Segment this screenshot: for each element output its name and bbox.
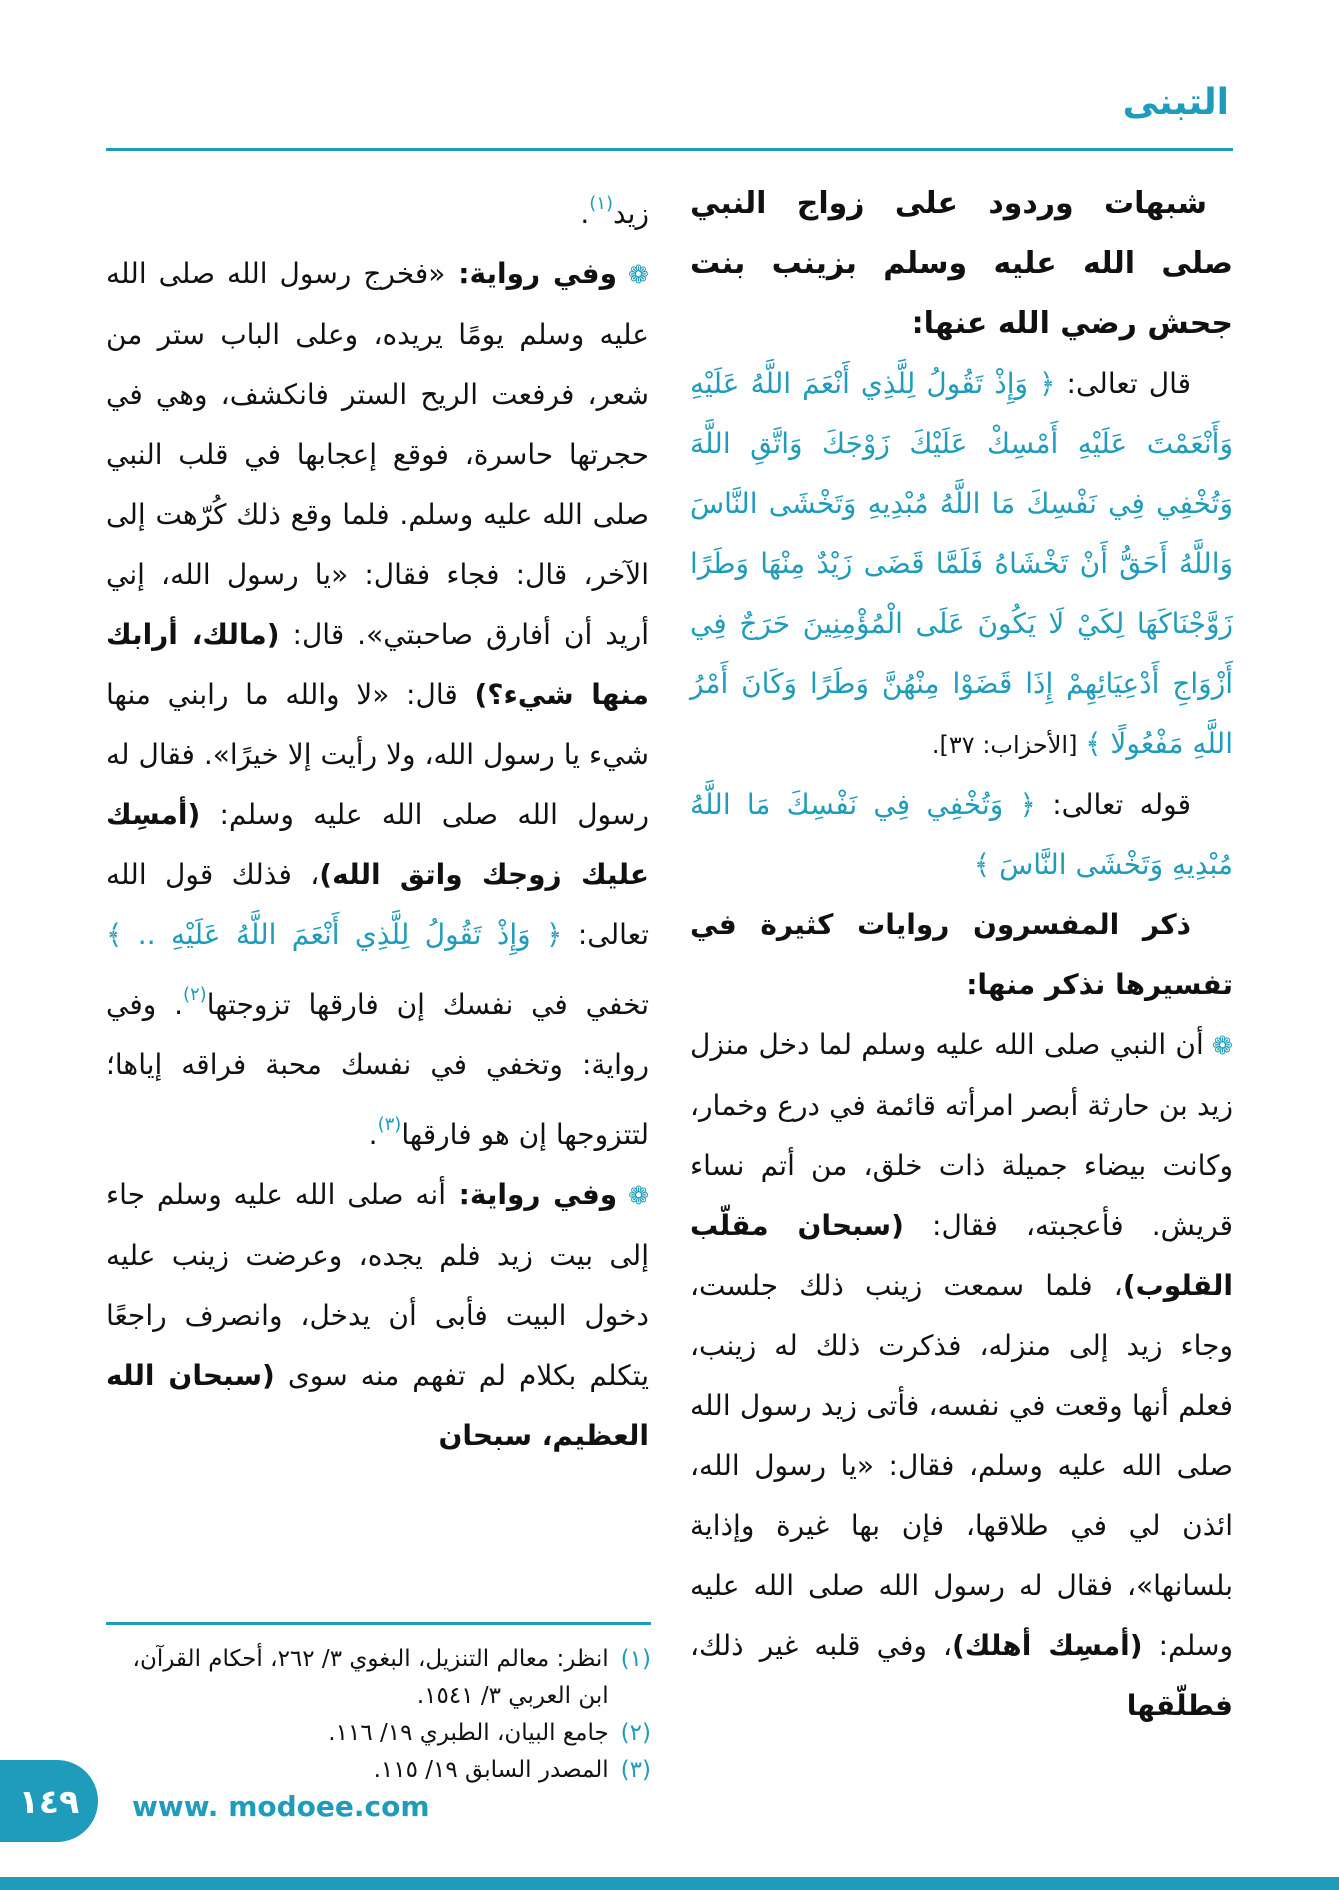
ayah-reference: [الأحزاب: ٣٧]. [931, 731, 1086, 759]
flower-bullet-icon: ❁ [617, 1181, 650, 1210]
footnote-text: انظر: معالم التنزيل، البغوي ٣/ ٢٦٢، أحكام القرآن، ابن العربي ٣/ ١٥٤١. [132, 1646, 609, 1709]
emphasized-text: (مالك، أرابك منها شيء؟) [106, 618, 649, 711]
footnote-number: (١) [620, 1646, 651, 1672]
emphasized-text: وفي رواية: [445, 257, 618, 290]
text-run: قوله تعالى: [1035, 788, 1191, 821]
emphasized-text: فطلّقها [1126, 1689, 1233, 1722]
text-run: أنه صلى الله عليه وسلم جاء إلى بيت زيد فلم يجده، وعرضت زينب عليه دخول البيت فأبى أن يدخل، وانصرف راجعًا يتكلم بكلام لم تفهم منه سوى [106, 1178, 649, 1392]
paragraph-tafsir-intro [690, 895, 1233, 1015]
footnote-number: (٢) [620, 1720, 651, 1746]
page-number: ١٤٩ [18, 1781, 80, 1821]
flower-bullet-icon: ❁ [617, 260, 650, 289]
quran-text: ﴿ وَتُخْفِي فِي نَفْسِكَ مَا اللَّهُ مُبْدِيهِ وَتَخْشَى النَّاسَ ﴾ [690, 788, 1233, 881]
emphasized-text: ذكر المفسرون روايات كثيرة في تفسيرها نذكر منها: [690, 908, 1233, 1001]
quran-text: ﴿ وَإِذْ تَقُولُ لِلَّذِي أَنْعَمَ اللَّهُ عَلَيْهِ وَأَنْعَمْتَ عَلَيْهِ أَمْسِكْ عَلَيْكَ زَوْجَكَ وَاتَّقِ اللَّهَ وَتُخْفِي فِي نَفْسِكَ مَا اللَّهُ مُبْدِيهِ وَتَخْشَى النَّاسَ وَاللَّهُ أَحَقُّ أَنْ تَخْشَاهُ فَلَمَّا قَضَى زَيْدٌ مِنْهَا وَطَرًا زَوَّجْنَاكَهَا لِكَيْ لَا يَكُونَ عَلَى الْمُؤْمِنِينَ حَرَجٌ فِي أَزْوَاجِ أَدْعِيَائِهِمْ إِذَا قَضَوْا مِنْهُنَّ وَطَرًا وَكَانَ أَمْرُ اللَّهِ مَفْعُولًا ﴾ [690, 367, 1233, 760]
section-heading: شبهات وردود على زواج النبي صلى الله عليه وسلم بزينب بنت جحش رضي الله عنها: [690, 186, 1233, 341]
emphasized-text: (أمسِك عليك زوجك واتق الله) [106, 798, 650, 891]
text-run: . وفي رواية: وتخفي في نفسك محبة فراقه إياها؛ لتتزوجها إن هو فارقها [106, 988, 649, 1151]
paragraph-continuation [106, 174, 649, 244]
text-run: ، فلما سمعت زينب ذلك جلست، وجاء زيد إلى منزله، فذكرت ذلك له زينب، فعلم أنها وقعت في نفسه، فأتى زيد رسول الله صلى الله عليه وسلم، فقال: «يا رسول الله، ائذن لي في طلاقها، فإن بها غيرة وإذاية بلسانها»، فقال له رسول الله صلى الله عليه وسلم: [690, 1269, 1233, 1662]
footnote [106, 1752, 651, 1789]
footnote-marker: (٢) [182, 984, 207, 1005]
emphasized-text: وفي رواية: [445, 1178, 618, 1211]
page-number-tab [0, 1760, 98, 1842]
text-run: ، فذلك قول الله تعالى: [106, 858, 649, 951]
emphasized-text: (سبحان الله العظيم، سبحان [106, 1359, 649, 1452]
header-divider-line [106, 148, 1233, 151]
emphasized-text: (سبحان مقلّب القلوب) [690, 1209, 1233, 1302]
text-run: . [580, 197, 590, 230]
left-column [106, 174, 649, 1736]
footer-strip [0, 1877, 1339, 1890]
footnote-text: جامع البيان، الطبري ١٩/ ١١٦. [328, 1720, 609, 1746]
footnote-number: (٣) [620, 1757, 651, 1783]
text-run: . [368, 1118, 378, 1151]
text-run: ، وفي قلبه غير ذلك، [690, 1629, 952, 1662]
running-head-title: التبنى [1122, 82, 1229, 123]
quran-text: ﴿ وَإِذْ تَقُولُ لِلَّذِي أَنْعَمَ اللَّهُ عَلَيْهِ .. ﴾ [106, 918, 563, 951]
footnote-text: المصدر السابق ١٩/ ١١٥. [373, 1757, 609, 1783]
flower-bullet-icon: ❁ [1203, 1031, 1233, 1060]
text-run: أن النبي صلى الله عليه وسلم لما دخل منزل زيد بن حارثة أبصر امرأته قائمة في درع وخمار، وكانت بيضاء جميلة ذات خلق، من أتم نساء قريش. فأعجبته، فقال: [690, 1028, 1233, 1242]
text-run: قال تعالى: [1055, 367, 1191, 400]
paragraph-narration-2 [106, 244, 649, 1165]
footnotes-section [106, 1622, 651, 1789]
footnote-marker: (١) [589, 193, 613, 214]
footnote [106, 1715, 651, 1752]
text-run: زيد [612, 197, 649, 230]
text-run: قال: «لا والله ما رابني منها شيء يا رسول الله، ولا رأيت إلا خيرًا». فقال له رسول الله صلى الله عليه وسلم: [106, 678, 649, 831]
paragraph-narration-3 [106, 1165, 649, 1466]
paragraph-quran-verse [690, 354, 1233, 775]
emphasized-text: (أمسِك أهلك) [952, 1629, 1143, 1662]
footnote-marker: (٣) [377, 1114, 402, 1135]
footnote [106, 1641, 651, 1715]
right-column [690, 174, 1233, 1736]
paragraph-narration-1 [690, 1015, 1233, 1736]
website-url: www. modoee.com [132, 1790, 430, 1823]
text-run: تخفي في نفسك إن فارقها تزوجتها [206, 988, 649, 1021]
text-columns [106, 174, 1233, 1736]
paragraph-quran-gloss [690, 775, 1233, 895]
text-run: «فخرج رسول الله صلى الله عليه وسلم يومًا يريده، وعلى الباب ستر من شعر، فرفعت الريح الستر فانكشف، وهي في حجرتها حاسرة، فوقع إعجابها في قلب النبي صلى الله عليه وسلم. فلما وقع ذلك كُرّهت إلى الآخر، قال: فجاء فقال: «يا رسول الله، إني أريد أن أفارق صاحبتي». قال: [106, 257, 649, 651]
